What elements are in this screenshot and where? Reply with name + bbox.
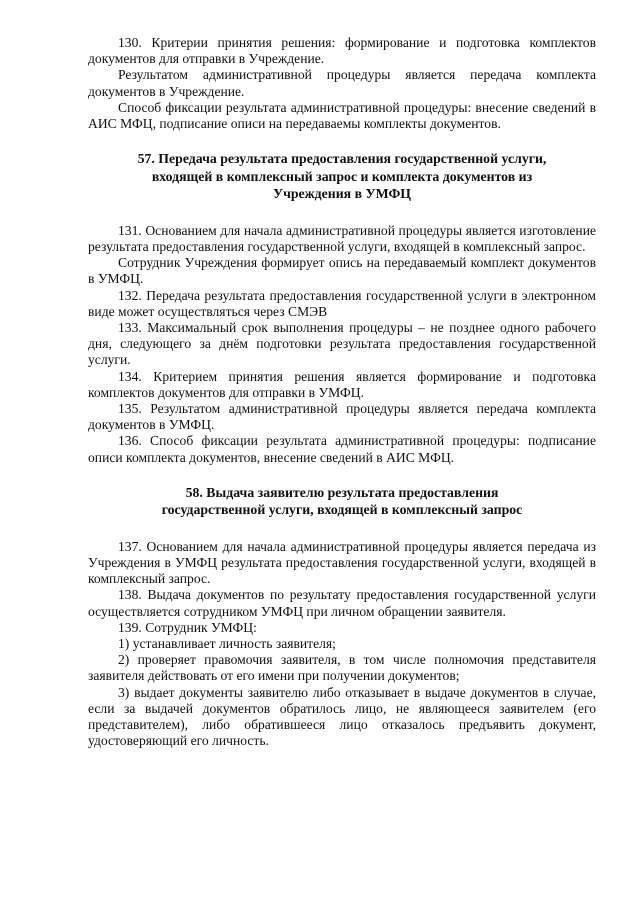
paragraph-fixation-method: Способ фиксации результата административной процедуры: внесение сведений в АИС МФЦ, подписание описи на передаваемы комплекты документов. [88,99,596,132]
list-item-1: 1) устанавливает личность заявителя; [118,635,336,651]
section-57-heading-line-1: 57. Передача результата предоставления государственной услуги, [137,151,547,167]
paragraph-133: 133. Максимальный срок выполнения процедуры – не позднее одного рабочего дня, следующего за днём подготовки результата предоставления государственной услуги. [88,319,596,368]
paragraph-134: 134. Критерием принятия решения является формирование и подготовка комплектов документов для отправки в УМФЦ. [88,368,596,400]
section-58-heading-line-2: государственной услуги, входящей в комплексный запрос [161,502,523,518]
list-item-3: 3) выдает документы заявителю либо отказывает в выдаче документов в случае, если за выдачей документов обратилось лицо, не являющееся заявителем (его представителем), либо обратившееся лицо отказалось предъявить документ, удостоверяющий его личность. [88,684,596,749]
paragraph-131: 131. Основанием для начала административной процедуры является изготовление результата предоставления государственной услуги, входящей в комплексный запрос. [88,222,596,254]
section-58-heading-line-1: 58. Выдача заявителю результата предоставления [185,484,499,500]
document-page [88,35,596,749]
section-57-heading [88,150,596,203]
paragraph-137: 137. Основанием для начала административной процедуры является передача из Учреждения в УМФЦ результата предоставления государственной услуги, входящей в комплексный запрос. [88,538,596,587]
list-item-2: 2) проверяет правомочия заявителя, в том числе полномочия представителя заявителя действовать от его имени при получении документов; [88,652,596,684]
paragraph-130: 130. Критерии принятия решения: формирование и подготовка комплектов документов для отправки в Учреждение. [88,35,596,67]
paragraph-132: 132. Передача результата предоставления государственной услуги в электронном виде может осуществляться через СМЭВ [88,287,596,319]
paragraph-inventory: Сотрудник Учреждения формирует опись на передаваемый комплект документов в УМФЦ. [88,255,596,287]
paragraph-139: 139. Сотрудник УМФЦ: [118,619,257,635]
section-57-heading-line-3: Учреждения в УМФЦ [272,186,412,202]
section-58-heading [88,484,596,519]
section-57-heading-line-2: входящей в комплексный запрос и комплекта документов из [151,168,533,184]
paragraph-138: 138. Выдача документов по результату предоставления государственной услуги осуществляется сотрудником УМФЦ при личном обращении заявителя. [88,587,596,619]
paragraph-result-transfer: Результатом административной процедуры является передача комплекта документов в Учреждение. [88,67,596,99]
paragraph-136: 136. Способ фиксации результата административной процедуры: подписание описи комплекта документов, внесение сведений в АИС МФЦ. [88,433,596,465]
paragraph-135: 135. Результатом административной процедуры является передача комплекта документов в УМФЦ. [88,400,596,433]
